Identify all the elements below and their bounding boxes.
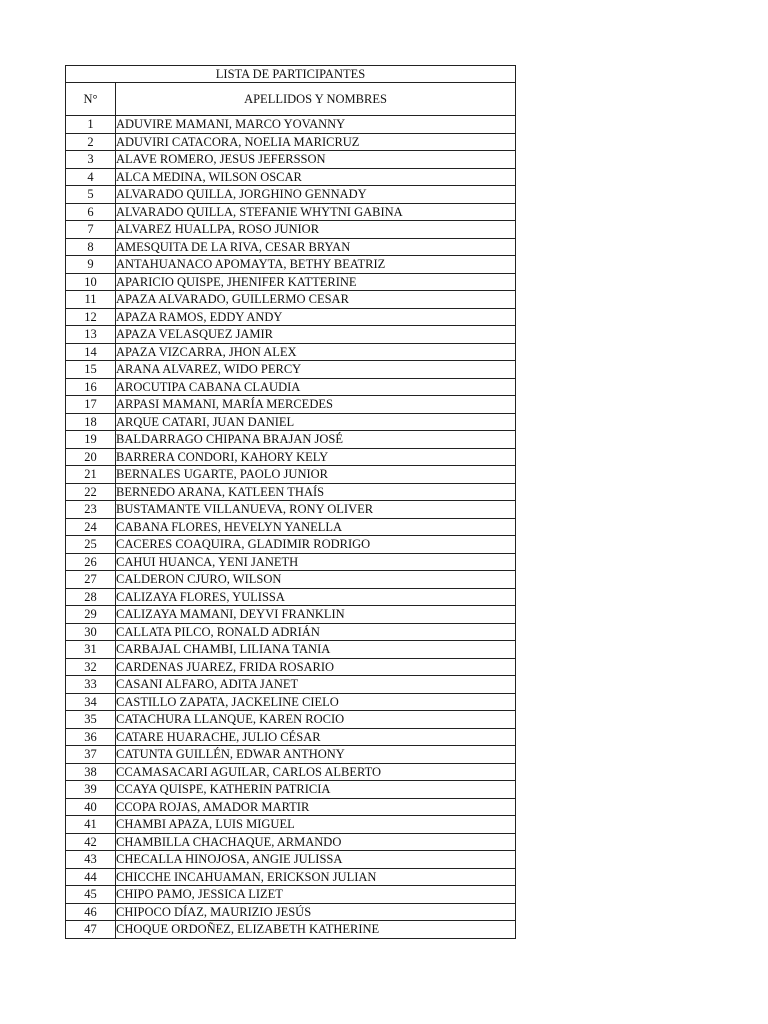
participant-name: CALIZAYA MAMANI, DEYVI FRANKLIN bbox=[116, 606, 516, 624]
row-number: 4 bbox=[66, 168, 116, 186]
row-number: 31 bbox=[66, 641, 116, 659]
participant-name: CHICCHE INCAHUAMAN, ERICKSON JULIAN bbox=[116, 868, 516, 886]
table-row bbox=[66, 501, 516, 519]
row-number: 36 bbox=[66, 728, 116, 746]
row-number: 34 bbox=[66, 693, 116, 711]
table-row bbox=[66, 536, 516, 554]
table-row bbox=[66, 833, 516, 851]
table-row bbox=[66, 396, 516, 414]
participant-name: BERNEDO ARANA, KATLEEN THAÍS bbox=[116, 483, 516, 501]
participant-name: CASANI ALFARO, ADITA JANET bbox=[116, 676, 516, 694]
row-number: 43 bbox=[66, 851, 116, 869]
participant-name: BUSTAMANTE VILLANUEVA, RONY OLIVER bbox=[116, 501, 516, 519]
table-row bbox=[66, 413, 516, 431]
table-row bbox=[66, 238, 516, 256]
table-row bbox=[66, 781, 516, 799]
participant-name: ALCA MEDINA, WILSON OSCAR bbox=[116, 168, 516, 186]
row-number: 5 bbox=[66, 186, 116, 204]
row-number: 10 bbox=[66, 273, 116, 291]
participant-name: ALVARADO QUILLA, STEFANIE WHYTNI GABINA bbox=[116, 203, 516, 221]
participant-name: AMESQUITA DE LA RIVA, CESAR BRYAN bbox=[116, 238, 516, 256]
row-number: 29 bbox=[66, 606, 116, 624]
row-number: 39 bbox=[66, 781, 116, 799]
row-number: 41 bbox=[66, 816, 116, 834]
row-number: 42 bbox=[66, 833, 116, 851]
row-number: 6 bbox=[66, 203, 116, 221]
participant-name: APAZA RAMOS, EDDY ANDY bbox=[116, 308, 516, 326]
participant-name: CALLATA PILCO, RONALD ADRIÁN bbox=[116, 623, 516, 641]
participant-name: CHECALLA HINOJOSA, ANGIE JULISSA bbox=[116, 851, 516, 869]
row-number: 46 bbox=[66, 903, 116, 921]
table-row bbox=[66, 326, 516, 344]
table-row bbox=[66, 903, 516, 921]
table-row bbox=[66, 273, 516, 291]
table-row bbox=[66, 518, 516, 536]
row-number: 16 bbox=[66, 378, 116, 396]
participant-name: APARICIO QUISPE, JHENIFER KATTERINE bbox=[116, 273, 516, 291]
table-row bbox=[66, 133, 516, 151]
header-row bbox=[66, 83, 516, 116]
participants-table bbox=[65, 65, 516, 939]
row-number: 3 bbox=[66, 151, 116, 169]
participant-name: CACERES COAQUIRA, GLADIMIR RODRIGO bbox=[116, 536, 516, 554]
participant-name: ADUVIRI CATACORA, NOELIA MARICRUZ bbox=[116, 133, 516, 151]
table-row bbox=[66, 203, 516, 221]
table-row bbox=[66, 291, 516, 309]
table-row bbox=[66, 116, 516, 134]
table-row bbox=[66, 886, 516, 904]
participant-name: CCAMASACARI AGUILAR, CARLOS ALBERTO bbox=[116, 763, 516, 781]
table-row bbox=[66, 693, 516, 711]
table-row bbox=[66, 186, 516, 204]
column-header-names: APELLIDOS Y NOMBRES bbox=[116, 83, 516, 116]
table-row bbox=[66, 763, 516, 781]
participant-name: CHAMBI APAZA, LUIS MIGUEL bbox=[116, 816, 516, 834]
row-number: 2 bbox=[66, 133, 116, 151]
row-number: 40 bbox=[66, 798, 116, 816]
row-number: 35 bbox=[66, 711, 116, 729]
row-number: 8 bbox=[66, 238, 116, 256]
participant-name: BERNALES UGARTE, PAOLO JUNIOR bbox=[116, 466, 516, 484]
table-row bbox=[66, 728, 516, 746]
participant-name: APAZA VIZCARRA, JHON ALEX bbox=[116, 343, 516, 361]
row-number: 37 bbox=[66, 746, 116, 764]
participant-name: CHOQUE ORDOÑEZ, ELIZABETH KATHERINE bbox=[116, 921, 516, 939]
table-row bbox=[66, 623, 516, 641]
row-number: 11 bbox=[66, 291, 116, 309]
table-row bbox=[66, 571, 516, 589]
table-row bbox=[66, 746, 516, 764]
row-number: 17 bbox=[66, 396, 116, 414]
table-row bbox=[66, 343, 516, 361]
participants-list bbox=[66, 116, 516, 939]
table-row bbox=[66, 151, 516, 169]
row-number: 21 bbox=[66, 466, 116, 484]
table-row bbox=[66, 553, 516, 571]
row-number: 30 bbox=[66, 623, 116, 641]
table-row bbox=[66, 361, 516, 379]
row-number: 27 bbox=[66, 571, 116, 589]
row-number: 25 bbox=[66, 536, 116, 554]
participant-name: AROCUTIPA CABANA CLAUDIA bbox=[116, 378, 516, 396]
row-number: 45 bbox=[66, 886, 116, 904]
table-row bbox=[66, 588, 516, 606]
table-row bbox=[66, 711, 516, 729]
row-number: 24 bbox=[66, 518, 116, 536]
table-row bbox=[66, 431, 516, 449]
table-row bbox=[66, 816, 516, 834]
participant-name: CHIPOCO DÍAZ, MAURIZIO JESÚS bbox=[116, 903, 516, 921]
participant-name: CATACHURA LLANQUE, KAREN ROCIO bbox=[116, 711, 516, 729]
table-row bbox=[66, 308, 516, 326]
participant-name: ALAVE ROMERO, JESUS JEFERSSON bbox=[116, 151, 516, 169]
participant-name: ANTAHUANACO APOMAYTA, BETHY BEATRIZ bbox=[116, 256, 516, 274]
row-number: 22 bbox=[66, 483, 116, 501]
row-number: 15 bbox=[66, 361, 116, 379]
participant-name: ALVARADO QUILLA, JORGHINO GENNADY bbox=[116, 186, 516, 204]
row-number: 9 bbox=[66, 256, 116, 274]
row-number: 33 bbox=[66, 676, 116, 694]
participant-name: CALDERON CJURO, WILSON bbox=[116, 571, 516, 589]
participant-name: CABANA FLORES, HEVELYN YANELLA bbox=[116, 518, 516, 536]
participant-name: ARQUE CATARI, JUAN DANIEL bbox=[116, 413, 516, 431]
row-number: 23 bbox=[66, 501, 116, 519]
participant-name: APAZA VELASQUEZ JAMIR bbox=[116, 326, 516, 344]
participant-name: CARBAJAL CHAMBI, LILIANA TANIA bbox=[116, 641, 516, 659]
participant-name: ARANA ALVAREZ, WIDO PERCY bbox=[116, 361, 516, 379]
participant-name: CCAYA QUISPE, KATHERIN PATRICIA bbox=[116, 781, 516, 799]
row-number: 44 bbox=[66, 868, 116, 886]
table-row bbox=[66, 676, 516, 694]
row-number: 1 bbox=[66, 116, 116, 134]
participant-name: ADUVIRE MAMANI, MARCO YOVANNY bbox=[116, 116, 516, 134]
row-number: 18 bbox=[66, 413, 116, 431]
table-row bbox=[66, 448, 516, 466]
table-row bbox=[66, 606, 516, 624]
participant-name: BARRERA CONDORI, KAHORY KELY bbox=[116, 448, 516, 466]
row-number: 38 bbox=[66, 763, 116, 781]
participant-name: CHAMBILLA CHACHAQUE, ARMANDO bbox=[116, 833, 516, 851]
participant-name: ALVAREZ HUALLPA, ROSO JUNIOR bbox=[116, 221, 516, 239]
table-row bbox=[66, 798, 516, 816]
participant-name: ARPASI MAMANI, MARÍA MERCEDES bbox=[116, 396, 516, 414]
table-row bbox=[66, 256, 516, 274]
participant-name: APAZA ALVARADO, GUILLERMO CESAR bbox=[116, 291, 516, 309]
row-number: 7 bbox=[66, 221, 116, 239]
row-number: 12 bbox=[66, 308, 116, 326]
table-row bbox=[66, 851, 516, 869]
table-row bbox=[66, 641, 516, 659]
row-number: 28 bbox=[66, 588, 116, 606]
participant-name: CAHUI HUANCA, YENI JANETH bbox=[116, 553, 516, 571]
row-number: 19 bbox=[66, 431, 116, 449]
row-number: 13 bbox=[66, 326, 116, 344]
table-row bbox=[66, 378, 516, 396]
title-row bbox=[66, 66, 516, 83]
participant-name: CATARE HUARACHE, JULIO CÉSAR bbox=[116, 728, 516, 746]
participant-name: CALIZAYA FLORES, YULISSA bbox=[116, 588, 516, 606]
participant-name: CCOPA ROJAS, AMADOR MARTIR bbox=[116, 798, 516, 816]
table-row bbox=[66, 483, 516, 501]
participant-name: CARDENAS JUAREZ, FRIDA ROSARIO bbox=[116, 658, 516, 676]
table-row bbox=[66, 868, 516, 886]
table-row bbox=[66, 658, 516, 676]
column-header-number: N° bbox=[66, 83, 116, 116]
table-row bbox=[66, 466, 516, 484]
participant-name: CHIPO PAMO, JESSICA LIZET bbox=[116, 886, 516, 904]
row-number: 14 bbox=[66, 343, 116, 361]
row-number: 47 bbox=[66, 921, 116, 939]
participant-name: BALDARRAGO CHIPANA BRAJAN JOSÉ bbox=[116, 431, 516, 449]
row-number: 26 bbox=[66, 553, 116, 571]
table-row bbox=[66, 921, 516, 939]
row-number: 32 bbox=[66, 658, 116, 676]
participant-name: CASTILLO ZAPATA, JACKELINE CIELO bbox=[116, 693, 516, 711]
table-row bbox=[66, 221, 516, 239]
table-title: LISTA DE PARTICIPANTES bbox=[66, 66, 516, 83]
participant-name: CATUNTA GUILLÉN, EDWAR ANTHONY bbox=[116, 746, 516, 764]
table-row bbox=[66, 168, 516, 186]
row-number: 20 bbox=[66, 448, 116, 466]
